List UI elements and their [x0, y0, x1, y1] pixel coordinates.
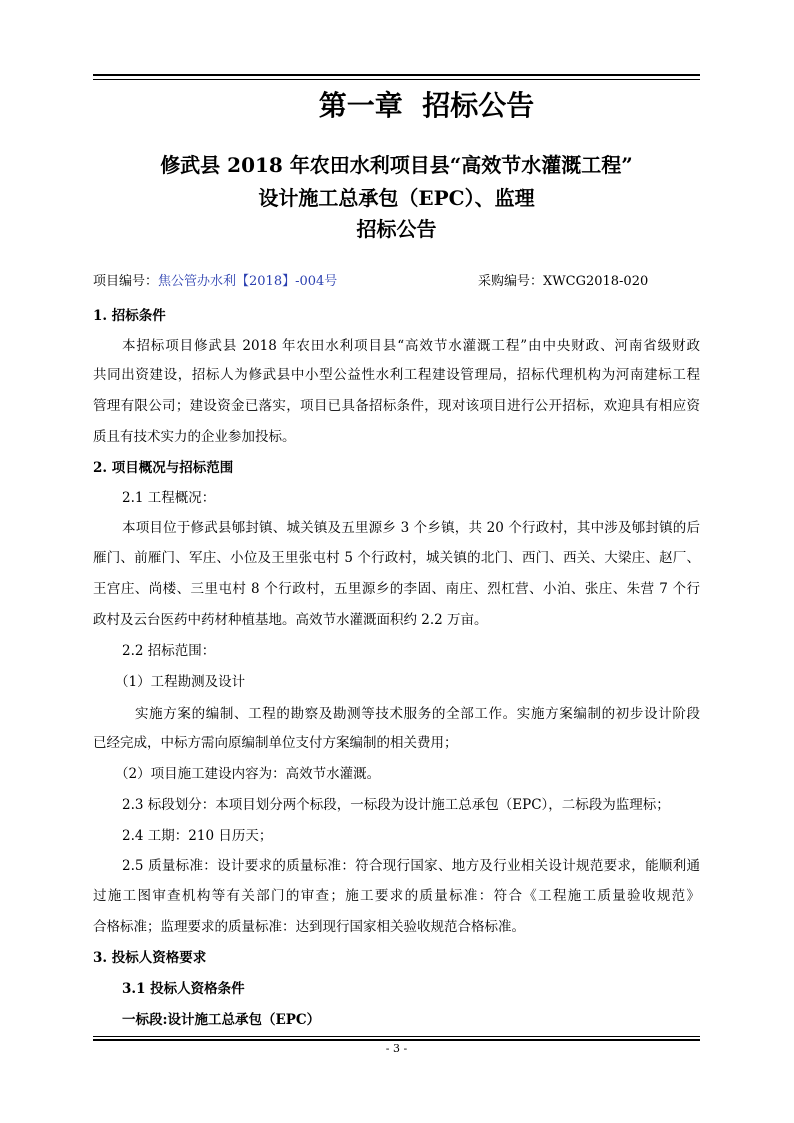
subsection-2-2: 2.2 招标范围： [122, 643, 216, 659]
title-line-3: 招标公告 [356, 217, 437, 241]
header-rule-thick [93, 74, 700, 76]
paragraph-line: 本项目位于修武县郇封镇、城关镇及五里源乡 3 个乡镇，共 20 个行政村，其中涉及郇封镇的后 [122, 520, 700, 536]
procurement-number: 采购编号：XWCG2018-020 [478, 274, 649, 289]
subsection-2-5-line: 合格标准；监理要求的质量标准：达到现行国家相关验收规范合格标准。 [93, 919, 525, 935]
section-heading-3: 3. 投标人资格要求 [93, 950, 207, 966]
subsection-2-5-line: 2.5 质量标准：设计要求的质量标准：符合现行国家、地方及行业相关设计规范要求，能顺利通 [122, 858, 700, 874]
subsection-2-1: 2.1 工程概况： [122, 490, 216, 506]
section-heading-1: 1. 招标条件 [93, 308, 166, 324]
footer-rule-thick [93, 1039, 700, 1041]
paragraph-line: 雁门、前雁门、军庄、小位及王里张屯村 5 个行政村，城关镇的北门、西门、西关、大梁庄、赵厂、 [93, 550, 700, 566]
paragraph-line: 政村及云台医药中药材种植基地。高效节水灌溉面积约 2.2 万亩。 [93, 612, 488, 628]
list-item-1: （1）工程勘测及设计 [115, 674, 246, 690]
project-number [93, 272, 337, 292]
list-item-2: （2）项目施工建设内容为：高效节水灌溉。 [115, 766, 381, 782]
footer-rule-thin [93, 1036, 700, 1037]
title-line-2: 设计施工总承包（EPC）、监理 [258, 186, 535, 210]
paragraph-line: 已经完成，中标方需向原编制单位支付方案编制的相关费用； [93, 735, 458, 751]
paragraph-line: 管理有限公司；建设资金已落实，项目已具备招标条件，现对该项目进行公开招标，欢迎具有相应资 [93, 398, 700, 414]
section-heading-2: 2. 项目概况与招标范围 [93, 460, 234, 476]
paragraph-line: 本招标项目修武县 2018 年农田水利项目县“高效节水灌溉工程”由中央财政、河南省级财政 [122, 338, 700, 354]
subsection-2-3: 2.3 标段划分：本项目划分两个标段，一标段为设计施工总承包（EPC），二标段为监理标； [122, 797, 670, 813]
project-number-label: 项目编号： [93, 274, 159, 289]
header-rule-thin [93, 79, 700, 80]
chapter-title: 第一章 招标公告 [318, 89, 535, 122]
project-number-value: 焦公管办水利【2018】-004号 [158, 274, 338, 289]
paragraph-line: 王宫庄、尚楼、三里屯村 8 个行政村，五里源乡的李固、南庄、烈杠营、小泊、张庄、朱营 7 个行 [93, 581, 700, 597]
paragraph-line: 共同出资建设，招标人为修武县中小型公益性水利工程建设管理局，招标代理机构为河南建标工程 [93, 367, 700, 383]
subsection-2-5-line: 过施工图审查机构等有关部门的审查；施工要求的质量标准：符合《工程施工质量验收规范》 [93, 888, 700, 904]
subsection-3-1: 3.1 投标人资格条件 [122, 981, 245, 997]
paragraph-line: 实施方案的编制、工程的勘察及勘测等技术服务的全部工作。实施方案编制的初步设计阶段 [135, 706, 700, 722]
page-number: - 3 - [385, 1042, 408, 1055]
subsection-2-4: 2.4 工期：210 日历天； [122, 828, 273, 844]
lot-1-heading: 一标段:设计施工总承包（EPC） [122, 1012, 321, 1028]
title-line-1: 修武县 2018 年农田水利项目县“高效节水灌溉工程” [160, 153, 633, 177]
paragraph-line: 质且有技术实力的企业参加投标。 [93, 429, 296, 445]
